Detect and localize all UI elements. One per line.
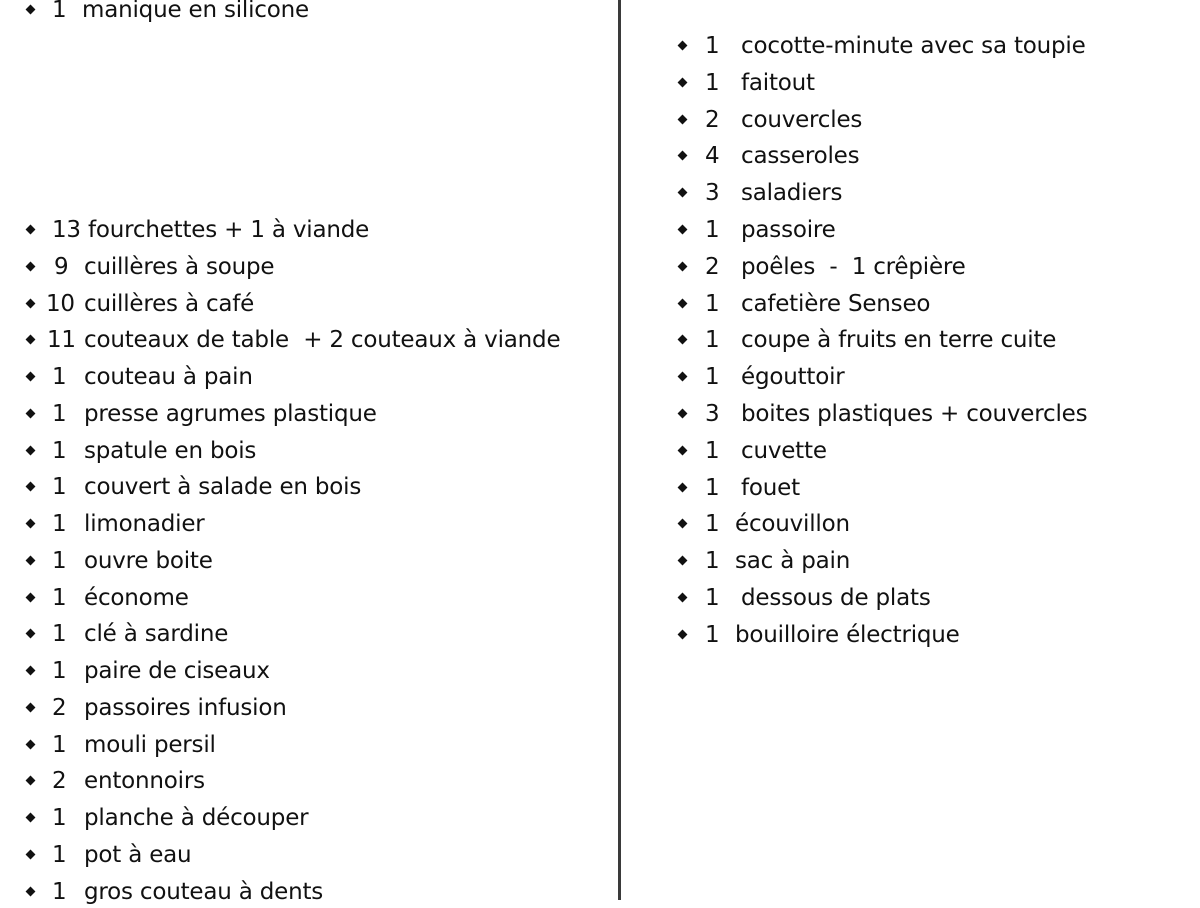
- list-item: [655, 361, 1200, 393]
- list-item: [655, 435, 1200, 467]
- diamond-bullet-icon: [26, 261, 36, 271]
- item-quantity: 10: [46, 290, 75, 317]
- diamond-bullet-icon: [26, 776, 36, 786]
- list-item: [0, 765, 600, 797]
- item-label: entonnoirs: [84, 768, 205, 795]
- diamond-bullet-icon: [26, 408, 36, 418]
- list-item: [0, 471, 600, 503]
- item-label: faitout: [741, 69, 815, 96]
- item-quantity: 9: [54, 253, 69, 280]
- item-label: couteau à pain: [84, 364, 253, 390]
- item-quantity: 1: [705, 33, 720, 59]
- column-divider: [618, 0, 621, 900]
- item-quantity: 1: [705, 621, 720, 648]
- item-label: cuvette: [741, 437, 827, 464]
- diamond-bullet-icon: [26, 555, 36, 565]
- item-quantity: 2: [705, 106, 720, 133]
- item-label: cuillères à café: [84, 290, 255, 317]
- item-quantity: 11: [47, 327, 76, 354]
- list-item: [655, 104, 1200, 136]
- item-label: fouet: [741, 474, 800, 501]
- item-label: passoires infusion: [84, 694, 287, 721]
- item-label: casseroles: [741, 143, 860, 170]
- item-quantity: 13: [52, 217, 81, 243]
- item-label: manique en silicone: [82, 0, 309, 23]
- item-label: couteaux de table + 2 couteaux à viande: [84, 327, 561, 354]
- list-item: [655, 214, 1200, 246]
- diamond-bullet-icon: [26, 813, 36, 823]
- list-item: [0, 435, 600, 467]
- diamond-bullet-icon: [26, 592, 36, 602]
- list-item: [655, 288, 1200, 320]
- item-quantity: 1: [705, 290, 720, 317]
- diamond-bullet-icon: [678, 556, 688, 566]
- diamond-bullet-icon: [26, 849, 36, 859]
- list-item: [0, 876, 600, 908]
- list-item: [0, 582, 600, 614]
- item-label: cuillères à soupe: [84, 253, 275, 280]
- item-quantity: 1: [52, 584, 67, 611]
- diamond-bullet-icon: [26, 482, 36, 492]
- list-item: [0, 214, 600, 246]
- item-quantity: 1: [52, 731, 67, 758]
- item-quantity: 1: [52, 437, 67, 464]
- item-quantity: 1: [705, 585, 720, 611]
- diamond-bullet-icon: [678, 593, 688, 603]
- diamond-bullet-icon: [678, 41, 688, 51]
- item-quantity: 1: [52, 364, 67, 390]
- diamond-bullet-icon: [678, 77, 688, 87]
- list-item: [655, 545, 1200, 577]
- diamond-bullet-icon: [26, 225, 36, 235]
- item-label: planche à découper: [84, 805, 309, 831]
- item-quantity: 1: [705, 474, 720, 501]
- diamond-bullet-icon: [26, 666, 36, 676]
- item-quantity: 1: [705, 548, 720, 575]
- list-item: [0, 692, 600, 724]
- item-quantity: 1: [705, 511, 720, 538]
- item-label: sac à pain: [735, 548, 851, 575]
- item-label: limonadier: [84, 511, 205, 537]
- list-item: [0, 361, 600, 393]
- list-item: [0, 288, 600, 320]
- item-quantity: 2: [52, 694, 67, 721]
- diamond-bullet-icon: [26, 372, 36, 382]
- list-item: [0, 729, 600, 761]
- item-label: saladiers: [741, 180, 843, 207]
- item-quantity: 1: [52, 658, 67, 684]
- diamond-bullet-icon: [26, 5, 36, 15]
- diamond-bullet-icon: [26, 886, 36, 896]
- item-label: passoire: [741, 217, 836, 243]
- diamond-bullet-icon: [26, 739, 36, 749]
- item-quantity: 1: [52, 511, 67, 537]
- item-quantity: 1: [52, 621, 67, 648]
- diamond-bullet-icon: [678, 445, 688, 455]
- list-item: [0, 0, 600, 26]
- item-label: égouttoir: [741, 364, 845, 391]
- item-label: cafetière Senseo: [741, 290, 931, 317]
- diamond-bullet-icon: [678, 261, 688, 271]
- list-item: [0, 324, 600, 356]
- item-quantity: 1: [52, 805, 67, 831]
- item-label: pot à eau: [84, 841, 192, 868]
- item-quantity: 1: [705, 364, 720, 391]
- item-label: boites plastiques + couvercles: [741, 401, 1088, 427]
- diamond-bullet-icon: [26, 335, 36, 345]
- list-item: [0, 251, 600, 283]
- list-item: [0, 545, 600, 577]
- item-quantity: 1: [705, 217, 720, 243]
- list-item: [0, 839, 600, 871]
- item-quantity: 1: [52, 878, 67, 905]
- diamond-bullet-icon: [678, 372, 688, 382]
- diamond-bullet-icon: [678, 298, 688, 308]
- diamond-bullet-icon: [678, 519, 688, 529]
- list-item: [0, 398, 600, 430]
- item-label: coupe à fruits en terre cuite: [741, 327, 1057, 354]
- diamond-bullet-icon: [26, 298, 36, 308]
- list-item: [655, 177, 1200, 209]
- item-label: couvercles: [741, 106, 863, 133]
- item-label: ouvre boite: [84, 547, 213, 574]
- item-quantity: 4: [705, 143, 720, 170]
- item-quantity: 1: [705, 327, 720, 354]
- item-label: gros couteau à dents: [84, 878, 324, 905]
- list-item: [0, 655, 600, 687]
- diamond-bullet-icon: [26, 629, 36, 639]
- item-label: poêles - 1 crêpière: [741, 253, 966, 280]
- list-item: [655, 251, 1200, 283]
- list-item: [655, 30, 1200, 62]
- list-item: [0, 508, 600, 540]
- diamond-bullet-icon: [678, 629, 688, 639]
- item-label: cocotte-minute avec sa toupie: [741, 33, 1086, 59]
- list-item: [655, 508, 1200, 540]
- diamond-bullet-icon: [678, 409, 688, 419]
- list-item: [655, 140, 1200, 172]
- item-quantity: 1: [705, 69, 720, 96]
- diamond-bullet-icon: [26, 445, 36, 455]
- list-item: [0, 618, 600, 650]
- list-item: [0, 802, 600, 834]
- item-label: spatule en bois: [84, 437, 257, 464]
- item-quantity: 3: [705, 401, 720, 427]
- diamond-bullet-icon: [678, 114, 688, 124]
- diamond-bullet-icon: [678, 482, 688, 492]
- item-label: écouvillon: [735, 511, 850, 538]
- item-quantity: 1: [705, 437, 720, 464]
- item-quantity: 2: [52, 768, 67, 795]
- diamond-bullet-icon: [678, 151, 688, 161]
- item-label: dessous de plats: [741, 585, 931, 611]
- item-label: bouilloire électrique: [735, 621, 960, 648]
- diamond-bullet-icon: [678, 335, 688, 345]
- list-item: [655, 398, 1200, 430]
- diamond-bullet-icon: [26, 702, 36, 712]
- item-label: paire de ciseaux: [84, 658, 270, 684]
- item-quantity: 1: [52, 0, 67, 23]
- diamond-bullet-icon: [26, 519, 36, 529]
- diamond-bullet-icon: [678, 225, 688, 235]
- item-quantity: 1: [52, 841, 67, 868]
- item-quantity: 1: [52, 547, 67, 574]
- diamond-bullet-icon: [678, 188, 688, 198]
- list-item: [655, 67, 1200, 99]
- list-item: [655, 324, 1200, 356]
- list-item: [655, 472, 1200, 504]
- item-label: économe: [84, 584, 189, 611]
- list-item: [655, 582, 1200, 614]
- list-item: [655, 619, 1200, 651]
- item-label: presse agrumes plastique: [84, 400, 377, 427]
- item-quantity: 1: [52, 474, 67, 501]
- item-label: fourchettes + 1 à viande: [88, 217, 370, 243]
- item-quantity: 3: [705, 180, 720, 207]
- item-label: clé à sardine: [84, 621, 229, 648]
- item-label: mouli persil: [84, 731, 216, 758]
- item-quantity: 1: [52, 400, 67, 427]
- item-quantity: 2: [705, 253, 720, 280]
- item-label: couvert à salade en bois: [84, 474, 362, 501]
